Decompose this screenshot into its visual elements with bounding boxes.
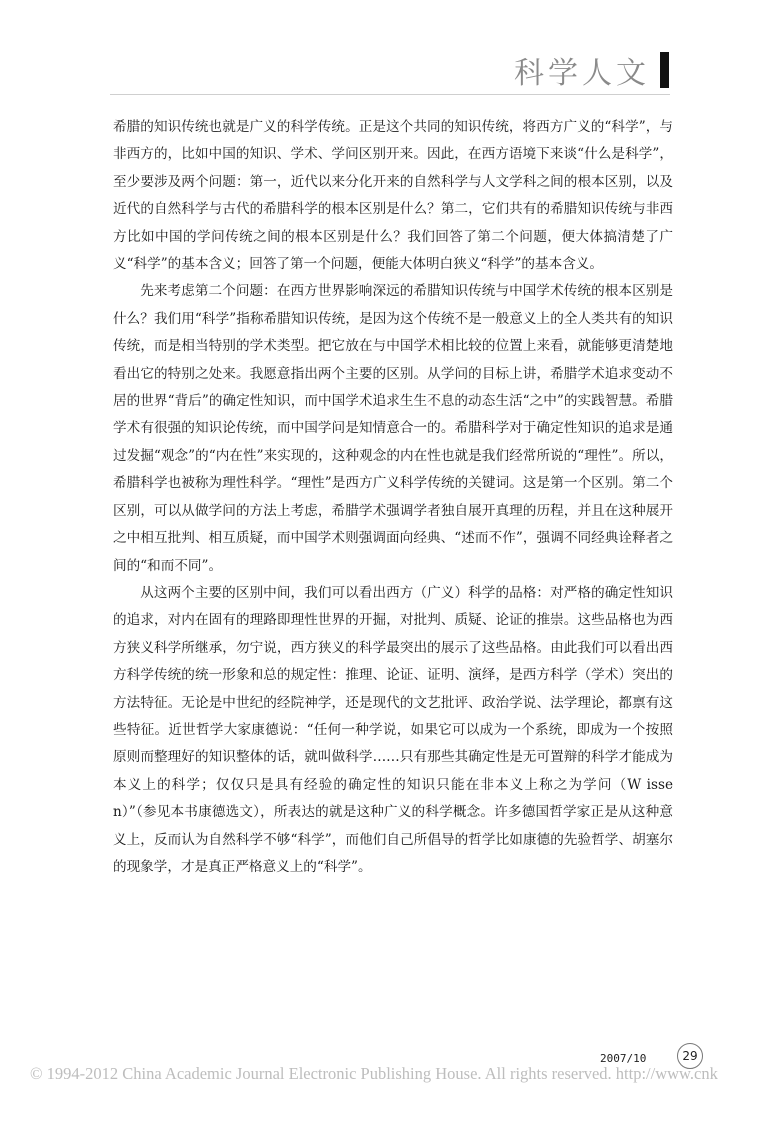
article-body bbox=[113, 114, 673, 881]
header-bar-decoration bbox=[660, 52, 669, 88]
header-divider bbox=[110, 94, 670, 95]
section-header bbox=[514, 48, 669, 92]
paragraph-1: 希腊的知识传统也就是广义的科学传统。正是这个共同的知识传统，将西方广义的“科学”，与非西方的，比如中国的知识、学术、学问区别开来。因此，在西方语境下来谈“什么是科学”，至少要涉及两个问题：第一，近代以来分化开来的自然科学与人文学科之间的根本区别，以及近代的自然科学与古代的希腊科学的根本区别是什么？第二，它们共有的希腊知识传统与非西方比如中国的学问传统之间的根本区别是什么？我们回答了第二个问题，便大体搞清楚了广义“科学”的基本含义；回答了第一个问题，便能大体明白狭义“科学”的基本含义。 bbox=[113, 119, 673, 273]
issue-date: 2007/10 bbox=[600, 1052, 647, 1065]
paragraph-2: 先来考虑第二个问题：在西方世界影响深远的希腊知识传统与中国学术传统的根本区别是什么？我们用“科学”指称希腊知识传统，是因为这个传统不是一般意义上的全人类共有的知识传统，而是相当特别的学术类型。把它放在与中国学术相比较的位置上来看，就能够更清楚地看出它的特别之处来。我愿意指出两个主要的区别。从学问的目标上讲，希腊学术追求变动不居的世界“背后”的确定性知识，而中国学术追求生生不息的动态生活“之中”的实践智慧。希腊学术有很强的知识论传统，而中国学问是知情意合一的。希腊科学对于确定性知识的追求是通过发掘“观念”的“内在性”来实现的，这种观念的内在性也就是我们经常所说的“理性”。所以，希腊科学也被称为理性科学。“理性”是西方广义科学传统的关键词。这是第一个区别。第二个区别，可以从做学问的方法上考虑，希腊学术强调学者独自展开真理的历程，并且在这种展开之中相互批判、相互质疑，而中国学术则强调面向经典、“述而不作”，强调不同经典诠释者之间的“和而不同”。 bbox=[113, 283, 673, 574]
copyright-watermark: © 1994-2012 China Academic Journal Electronic Publishing House. All rights reserved. http://www.cnk bbox=[30, 1064, 718, 1083]
paragraph-3: 从这两个主要的区别中间，我们可以看出西方（广义）科学的品格：对严格的确定性知识的追求，对内在固有的理路即理性世界的开掘，对批判、质疑、论证的推崇。这些品格也为西方狭义科学所继承，勿宁说，西方狭义的科学最突出的展示了这些品格。由此我们可以看出西方科学传统的统一形象和总的规定性：推理、论证、证明、演绎，是西方科学（学术）突出的方法特征。无论是中世纪的经院神学，还是现代的文艺批评、政治学说、法学理论，都禀有这些特征。近世哲学大家康德说：“任何一种学说，如果它可以成为一个系统，即成为一个按照原则而整理好的知识整体的话，就叫做科学……只有那些其确定性是无可置辩的科学才能成为本义上的科学；仅仅只是具有经验的确定性的知识只能在非本义上称之为学问（W issen）”（参见本书康德选文），所表达的就是这种广义的科学概念。许多德国哲学家正是从这种意义上，反而认为自然科学不够“科学”，而他们自己所倡导的哲学比如康德的先验哲学、胡塞尔的现象学，才是真正严格意义上的“科学”。 bbox=[113, 584, 673, 875]
page-number-badge: 29 bbox=[677, 1043, 703, 1069]
section-title: 科学人文 bbox=[514, 56, 650, 91]
